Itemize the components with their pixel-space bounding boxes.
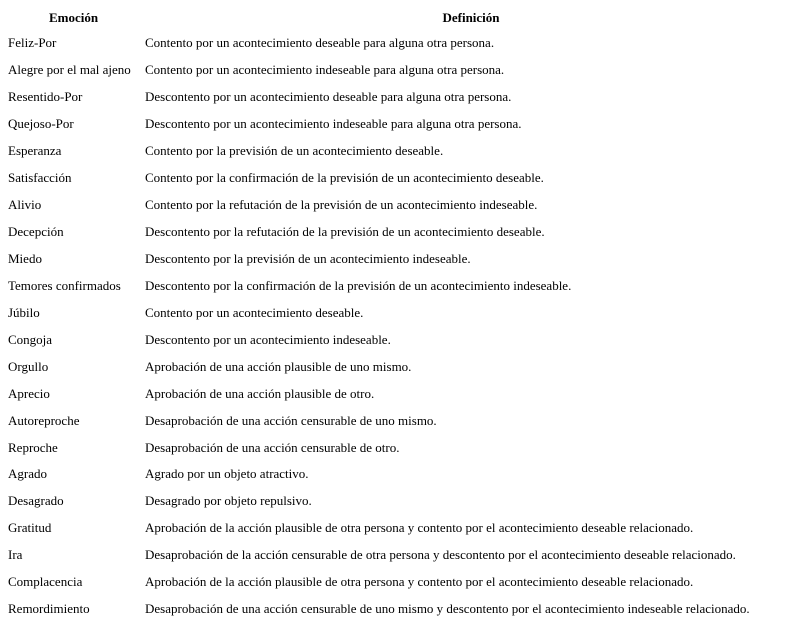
definition-cell: Contento por la refutación de la previsión de un acontecimiento indeseable. [145, 197, 538, 213]
header-definition: Definición [442, 10, 500, 25]
definition-cell: Desaprobación de una acción censurable de uno mismo y descontento por el acontecimiento indeseable relacionado. [145, 601, 750, 617]
table-row [5, 192, 800, 219]
definition-cell: Descontento por un acontecimiento deseable para alguna otra persona. [145, 89, 512, 105]
table-row [5, 326, 800, 353]
emotion-cell: Desagrado [8, 493, 64, 509]
definition-cell: Descontento por la refutación de la previsión de un acontecimiento deseable. [145, 224, 545, 240]
emotion-cell: Complacencia [8, 574, 83, 590]
emotion-cell: Remordimiento [8, 601, 90, 617]
emotion-cell: Orgullo [8, 358, 49, 374]
emotion-cell: Aprecio [8, 385, 50, 401]
table-body [5, 30, 800, 623]
emotion-cell: Quejoso-Por [8, 116, 74, 132]
emotion-cell: Congoja [8, 331, 53, 347]
emotion-cell: Resentido-Por [8, 89, 83, 105]
emotion-cell: Alegre por el mal ajeno [8, 62, 131, 78]
emotion-cell: Esperanza [8, 143, 62, 159]
table-row [5, 84, 800, 111]
table-row [5, 272, 800, 299]
emotion-cell: Gratitud [8, 520, 52, 536]
table-row [5, 219, 800, 246]
definition-cell: Desaprobación de la acción censurable de otra persona y descontento por el acontecimiento deseable relacionado. [145, 547, 736, 563]
table-row [5, 434, 800, 461]
table-row [5, 165, 800, 192]
emotion-cell: Ira [8, 547, 23, 563]
emotion-cell: Feliz-Por [8, 35, 57, 51]
definition-cell: Contento por un acontecimiento deseable para alguna otra persona. [145, 35, 495, 51]
table-row [5, 246, 800, 273]
definition-cell: Desaprobación de una acción censurable de otro. [145, 439, 400, 455]
emotion-cell: Júbilo [8, 304, 40, 320]
emotion-cell: Decepción [8, 224, 64, 240]
definition-cell: Descontento por un acontecimiento indeseable. [145, 331, 391, 347]
table-row [5, 407, 800, 434]
emotion-cell: Miedo [8, 250, 42, 266]
emotion-cell: Autoreproche [8, 412, 80, 428]
table-row [5, 138, 800, 165]
table-row [5, 111, 800, 138]
definition-cell: Desaprobación de una acción censurable de uno mismo. [145, 412, 437, 428]
table-row [5, 515, 800, 542]
table-row [5, 30, 800, 57]
table-row [5, 57, 800, 84]
table-header-row [5, 6, 800, 30]
definition-cell: Aprobación de la acción plausible de otra persona y contento por el acontecimiento deseable relacionado. [145, 574, 694, 590]
emotion-cell: Temores confirmados [8, 277, 121, 293]
definition-cell: Aprobación de la acción plausible de otra persona y contento por el acontecimiento deseable relacionado. [145, 520, 694, 536]
table-row [5, 353, 800, 380]
definition-cell: Descontento por un acontecimiento indeseable para alguna otra persona. [145, 116, 522, 132]
table-row [5, 488, 800, 515]
table-row [5, 380, 800, 407]
definition-cell: Contento por un acontecimiento indeseable para alguna otra persona. [145, 62, 505, 78]
definition-cell: Agrado por un objeto atractivo. [145, 466, 309, 482]
definition-cell: Aprobación de una acción plausible de uno mismo. [145, 358, 412, 374]
emotion-cell: Agrado [8, 466, 47, 482]
emotion-cell: Alivio [8, 197, 42, 213]
definition-cell: Contento por la previsión de un acontecimiento deseable. [145, 143, 444, 159]
header-emotion: Emoción [48, 10, 99, 25]
table-row [5, 299, 800, 326]
table-row [5, 542, 800, 569]
emotions-table [5, 6, 800, 623]
definition-cell: Desagrado por objeto repulsivo. [145, 493, 312, 509]
definition-cell: Contento por un acontecimiento deseable. [145, 304, 364, 320]
definition-cell: Aprobación de una acción plausible de otro. [145, 385, 375, 401]
definition-cell: Contento por la confirmación de la previsión de un acontecimiento deseable. [145, 170, 544, 186]
table-row [5, 461, 800, 488]
table-row [5, 569, 800, 596]
emotion-cell: Reproche [8, 439, 58, 455]
table-row [5, 596, 800, 623]
emotion-cell: Satisfacción [8, 170, 72, 186]
definition-cell: Descontento por la confirmación de la previsión de un acontecimiento indeseable. [145, 277, 572, 293]
definition-cell: Descontento por la previsión de un acontecimiento indeseable. [145, 250, 471, 266]
